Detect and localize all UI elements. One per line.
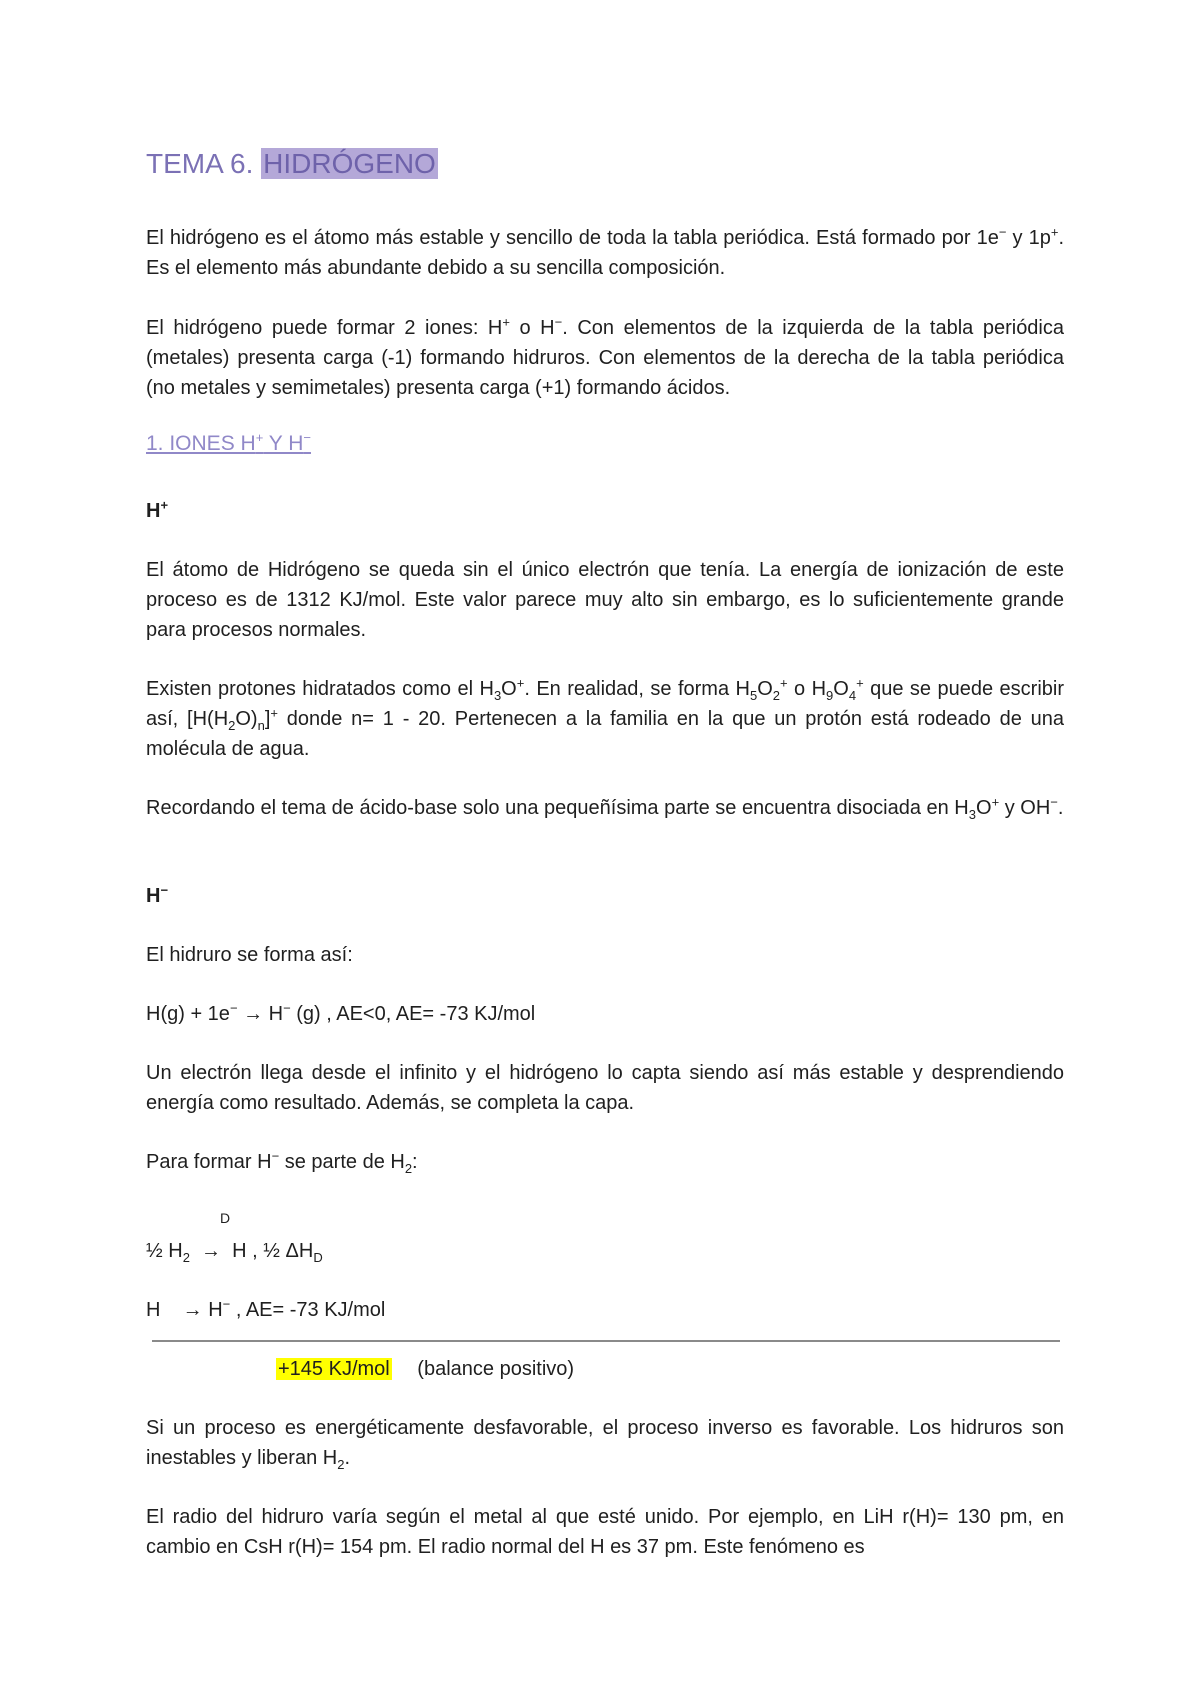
sum-divider	[152, 1340, 1060, 1342]
intro-paragraph-2: El hidrógeno puede formar 2 iones: H+ o H−. Con elementos de la izquierda de la tabla periódica (metales) presenta carga (-1) formando hidruros. Con elementos de la derecha de la tabla periódica (no metales y semimetales) presenta carga (+1) formando ácidos.	[146, 314, 1065, 399]
title-highlight: HIDRÓGENO	[263, 148, 436, 179]
hminus-paragraph-5: El radio del hidruro varía según el metal al que esté unido. Por ejemplo, en LiH r(H)= 130 pm, en cambio en CsH r(H)= 154 pm. El radio normal del H es 37 pm. Este fenómeno es	[146, 1506, 1064, 1558]
equation-1: H(g) + 1e− → H− (g) , AE<0, AE= -73 KJ/mol	[146, 1000, 536, 1025]
title-prefix: TEMA 6.	[146, 148, 262, 179]
hplus-paragraph-1: El átomo de Hidrógeno se queda sin el único electrón que tenía. La energía de ionización de este proceso es de 1312 KJ/mol. Este valor parece muy alto sin embargo, es lo suficientemente grande para procesos normales.	[146, 559, 1064, 641]
section-heading-iones: 1. IONES H+ Y H−	[146, 430, 311, 455]
result-note: (balance positivo)	[417, 1358, 575, 1380]
result-highlight: +145 KJ/mol	[278, 1358, 390, 1380]
hminus-paragraph-3: Para formar H− se parte de $H_2$:	[146, 1148, 418, 1176]
hminus-paragraph-2: Un electrón llega desde el infinito y el hidrógeno lo capta siendo así más estable y desprendiendo energía como resultado. Además, se completa la capa.	[146, 1062, 1064, 1114]
hminus-paragraph-4: Si un proceso es energéticamente desfavorable, el proceso inverso es favorable. Los hidruros son inestables y liberan $H_2$.	[146, 1417, 1064, 1472]
hminus-paragraph-1: El hidruro se forma así:	[146, 944, 353, 966]
subheading-hplus: H+	[146, 497, 169, 522]
hplus-paragraph-2: Existen protones hidratados como el $H_3O^+$. En realidad, se forma $H_5O_2^+$ o $H_9O_4^+$ que se puede escribir así, $[H(H_2O)_n]^+$ donde n= 1 - 20. Pertenecen a la familia en la que un protón está rodeado de una molécula de agua.	[146, 675, 1064, 760]
page-title	[146, 146, 438, 182]
equation-3: H → H− , AE= -73 KJ/mol	[146, 1296, 386, 1321]
dissociation-label: D	[220, 1210, 231, 1226]
hplus-paragraph-3: Recordando el tema de ácido-base solo una pequeñísima parte se encuentra disociada en $H_3O^+$ y OH−.	[146, 794, 1064, 822]
intro-paragraph-1: El hidrógeno es el átomo más estable y sencillo de toda la tabla periódica. Está formado por 1e− y 1p+. Es el elemento más abundante debido a su sencilla composición.	[146, 224, 1065, 279]
subheading-hminus: H−	[146, 882, 169, 907]
equation-2: ½ $H_2 \to H$ , ½ $\Delta H_D$	[146, 1240, 323, 1265]
energy-result	[276, 1354, 976, 1384]
